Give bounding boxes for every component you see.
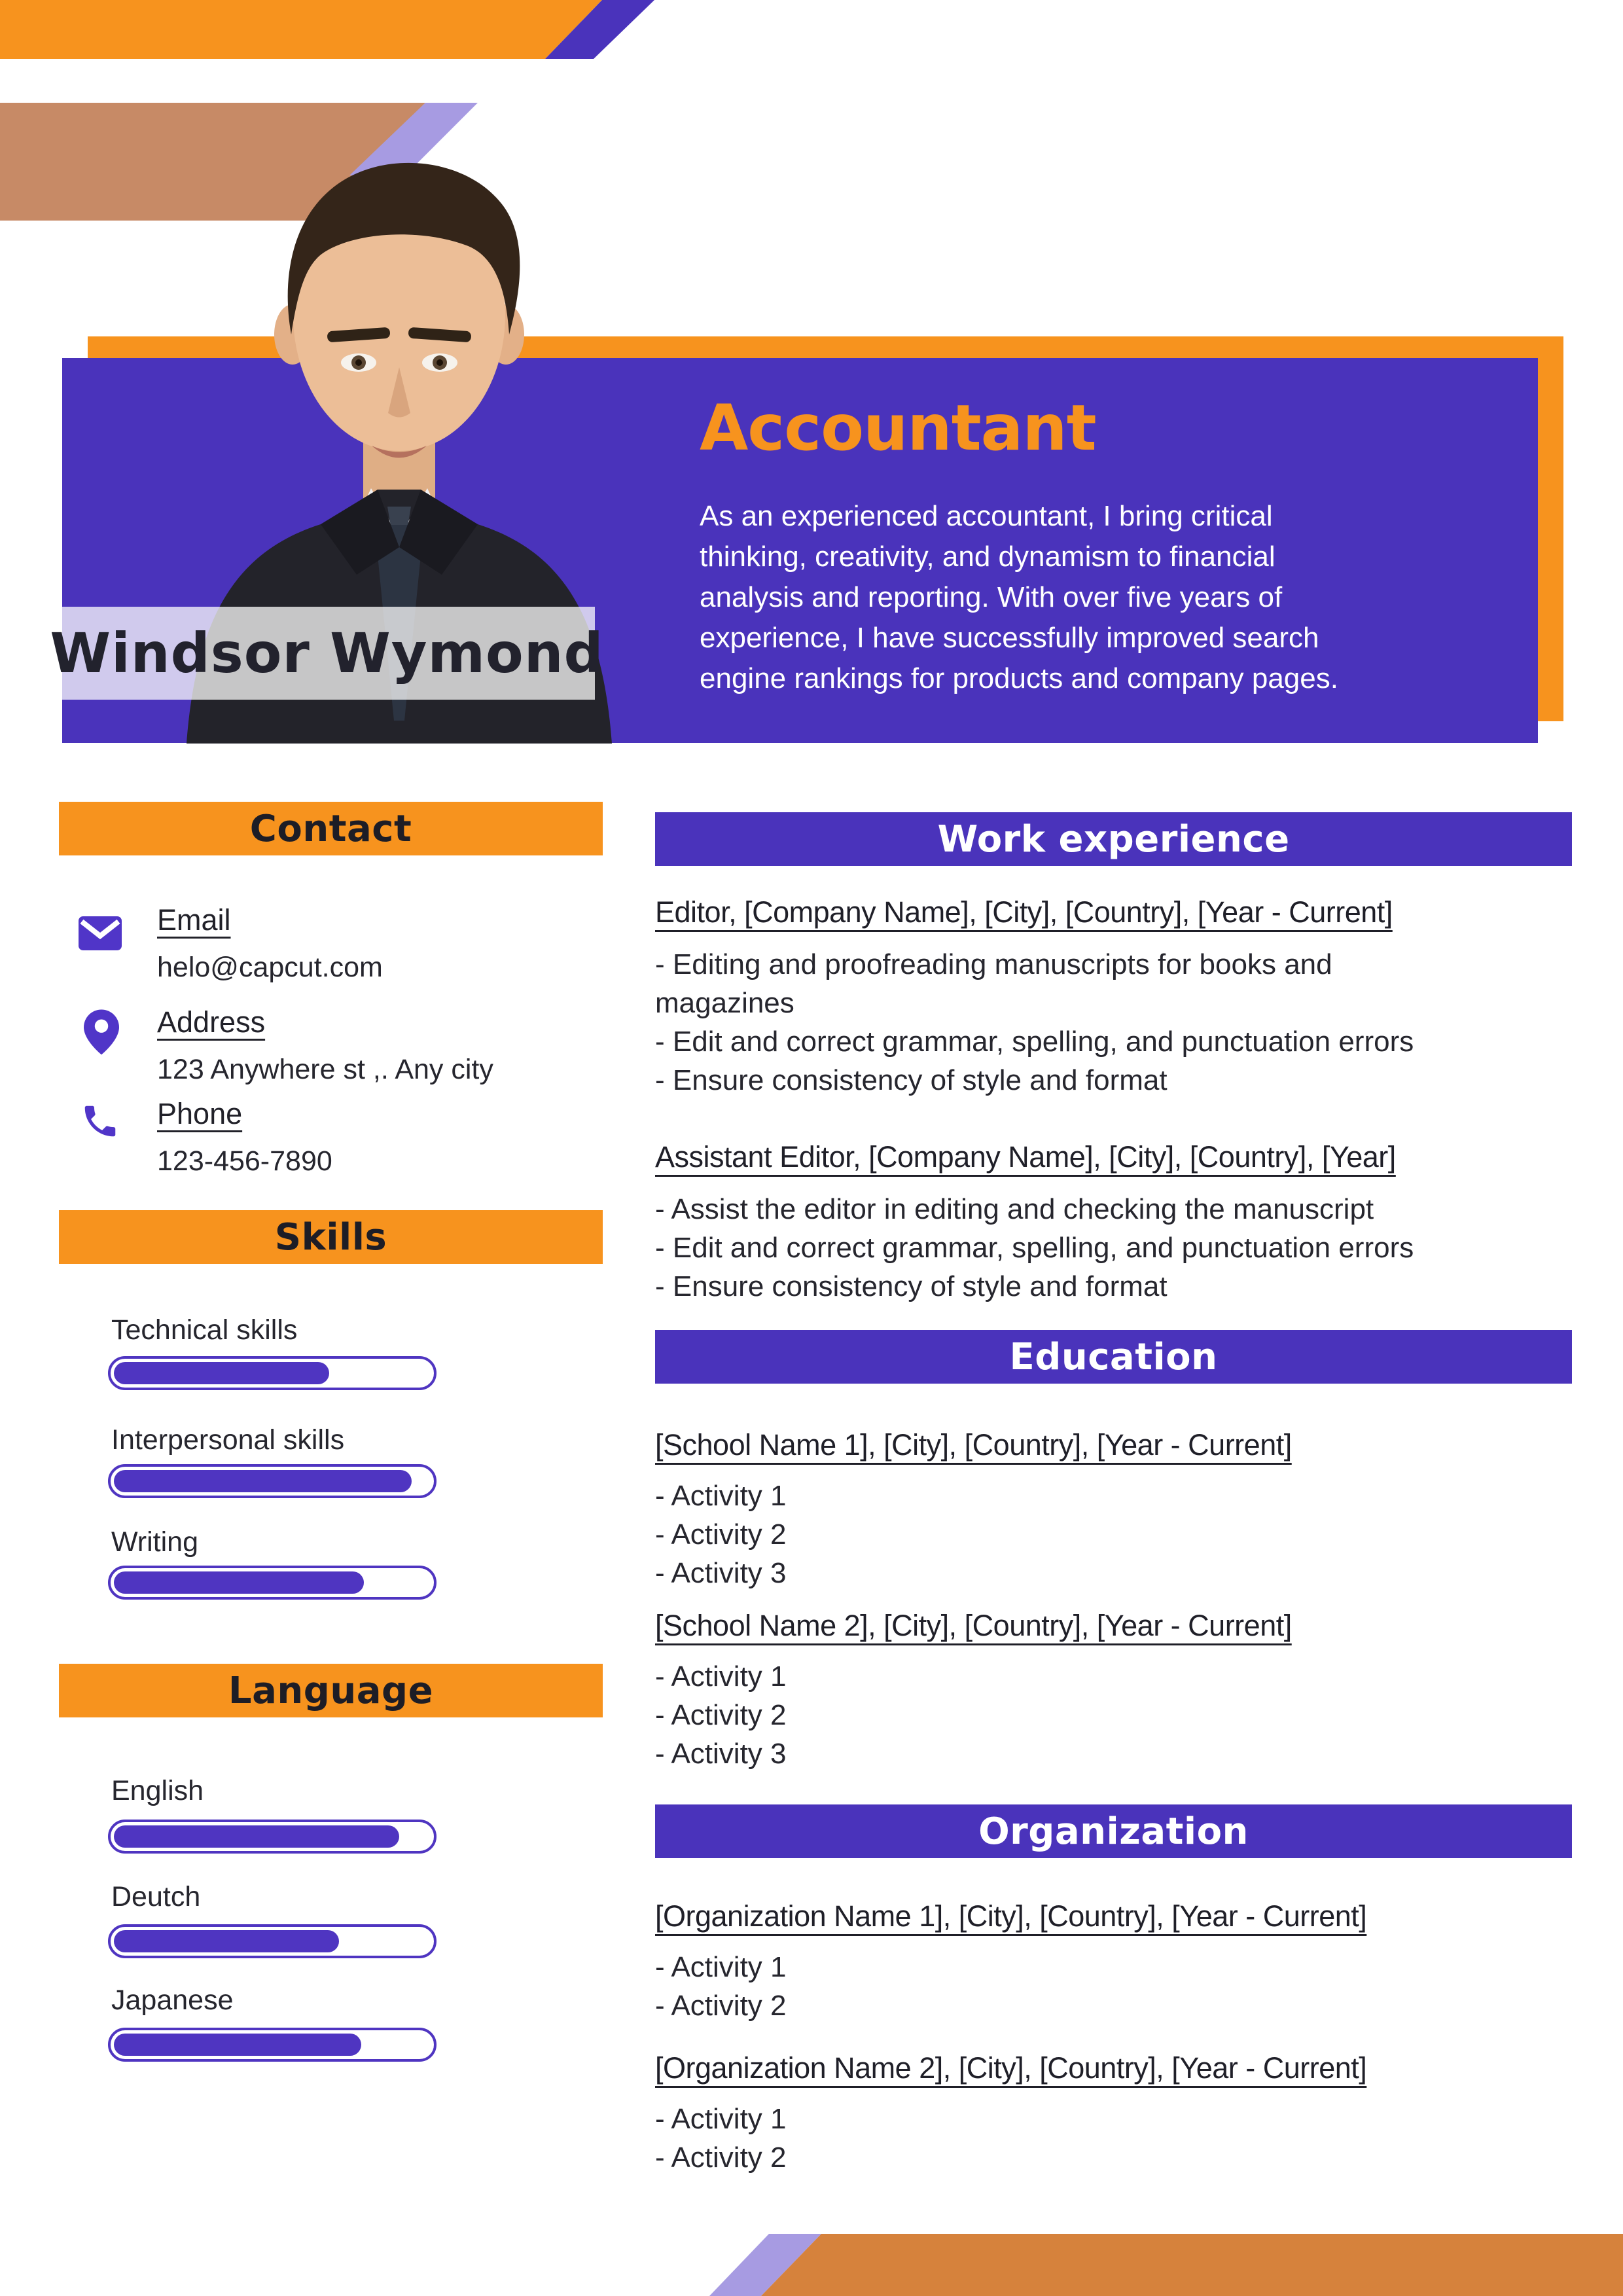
- organization-detail-line: - Activity 2: [655, 2142, 787, 2174]
- organization-entry-details: [655, 1948, 1572, 2025]
- organization-detail-line: - Activity 1: [655, 2103, 787, 2135]
- organization-detail-line: - Activity 1: [655, 1951, 787, 1983]
- phone-value: 123-456-7890: [157, 1145, 332, 1177]
- work-entry-title: Editor, [Company Name], [City], [Country], [Year - Current]: [655, 895, 1393, 929]
- skill-label: Technical skills: [111, 1314, 298, 1346]
- location-pin-icon: [84, 1009, 119, 1055]
- skill-meter: [108, 1464, 437, 1498]
- language-meter: [108, 1820, 437, 1854]
- skill-meter: [108, 1566, 437, 1600]
- job-title: Accountant: [700, 391, 1096, 465]
- contact-section-header: Contact: [59, 802, 603, 855]
- contact-row-address: [157, 1005, 576, 1086]
- language-meter: [108, 1924, 437, 1958]
- language-meter: [108, 2028, 437, 2062]
- organization-entry-title: [Organization Name 1], [City], [Country], [Year - Current]: [655, 1899, 1367, 1933]
- organization-section-header: Organization: [655, 1804, 1572, 1858]
- work-entry-details: [655, 1190, 1572, 1306]
- work-detail-line: - Editing and proofreading manuscripts for books and: [655, 948, 1332, 980]
- language-label: Deutch: [111, 1881, 201, 1912]
- address-label: Address: [157, 1005, 266, 1039]
- work-detail-line: - Ensure consistency of style and format: [655, 1270, 1168, 1302]
- work-detail-line: - Ensure consistency of style and format: [655, 1064, 1168, 1096]
- organization-entry-title: [Organization Name 2], [City], [Country], [Year - Current]: [655, 2051, 1367, 2085]
- summary-line: analysis and reporting. With over five years of: [700, 581, 1283, 613]
- skill-label: Interpersonal skills: [111, 1424, 345, 1456]
- skill-meter-fill: [114, 1362, 329, 1384]
- envelope-icon: [79, 916, 122, 950]
- phone-label: Phone: [157, 1097, 243, 1130]
- summary-line: experience, I have successfully improved search: [700, 622, 1319, 654]
- work-entry-title: Assistant Editor, [Company Name], [City], [Country], [Year]: [655, 1140, 1396, 1174]
- summary-line: thinking, creativity, and dynamism to financial: [700, 541, 1275, 573]
- education-detail-line: - Activity 3: [655, 1557, 787, 1589]
- language-meter-fill: [114, 1825, 399, 1848]
- organization-detail-line: - Activity 2: [655, 1990, 787, 2022]
- skill-meter: [108, 1356, 437, 1390]
- name-banner: [50, 607, 604, 700]
- work-detail-line: - Edit and correct grammar, spelling, and punctuation errors: [655, 1232, 1414, 1264]
- education-entry-title: [School Name 1], [City], [Country], [Year - Current]: [655, 1428, 1292, 1462]
- education-detail-line: - Activity 2: [655, 1518, 787, 1551]
- phone-icon: [80, 1101, 120, 1141]
- contact-row-email: [157, 903, 576, 984]
- education-detail-line: - Activity 1: [655, 1480, 787, 1512]
- education-section-header: Education: [655, 1330, 1572, 1384]
- address-value: 123 Anywhere st ,. Any city: [157, 1054, 493, 1085]
- skill-meter-fill: [114, 1470, 412, 1492]
- organization-entry-details: [655, 2100, 1572, 2177]
- education-entry-title: [School Name 2], [City], [Country], [Year - Current]: [655, 1609, 1292, 1642]
- language-section-header: Language: [59, 1664, 603, 1717]
- profile-summary: [700, 496, 1544, 699]
- summary-line: engine rankings for products and company pages.: [700, 662, 1338, 694]
- language-label: Japanese: [111, 1984, 234, 2016]
- education-detail-line: - Activity 1: [655, 1660, 787, 1693]
- email-value: helo@capcut.com: [157, 952, 383, 983]
- email-label: Email: [157, 903, 231, 937]
- work-section-header: Work experience: [655, 812, 1572, 866]
- language-meter-fill: [114, 2034, 361, 2056]
- work-entry-details: [655, 945, 1572, 1100]
- work-detail-line: - Edit and correct grammar, spelling, and punctuation errors: [655, 1026, 1414, 1058]
- education-entry-details: [655, 1657, 1572, 1773]
- education-detail-line: - Activity 2: [655, 1699, 787, 1731]
- person-name: Windsor Wymond: [50, 621, 604, 685]
- work-detail-line: magazines: [655, 987, 794, 1019]
- language-label: English: [111, 1775, 204, 1806]
- contact-row-phone: [157, 1097, 576, 1177]
- work-detail-line: - Assist the editor in editing and checking the manuscript: [655, 1193, 1374, 1225]
- skills-section-header: Skills: [59, 1210, 603, 1264]
- language-meter-fill: [114, 1930, 339, 1952]
- education-entry-details: [655, 1477, 1572, 1592]
- skill-label: Writing: [111, 1526, 199, 1558]
- skill-meter-fill: [114, 1571, 364, 1594]
- summary-line: As an experienced accountant, I bring critical: [700, 500, 1273, 532]
- education-detail-line: - Activity 3: [655, 1738, 787, 1770]
